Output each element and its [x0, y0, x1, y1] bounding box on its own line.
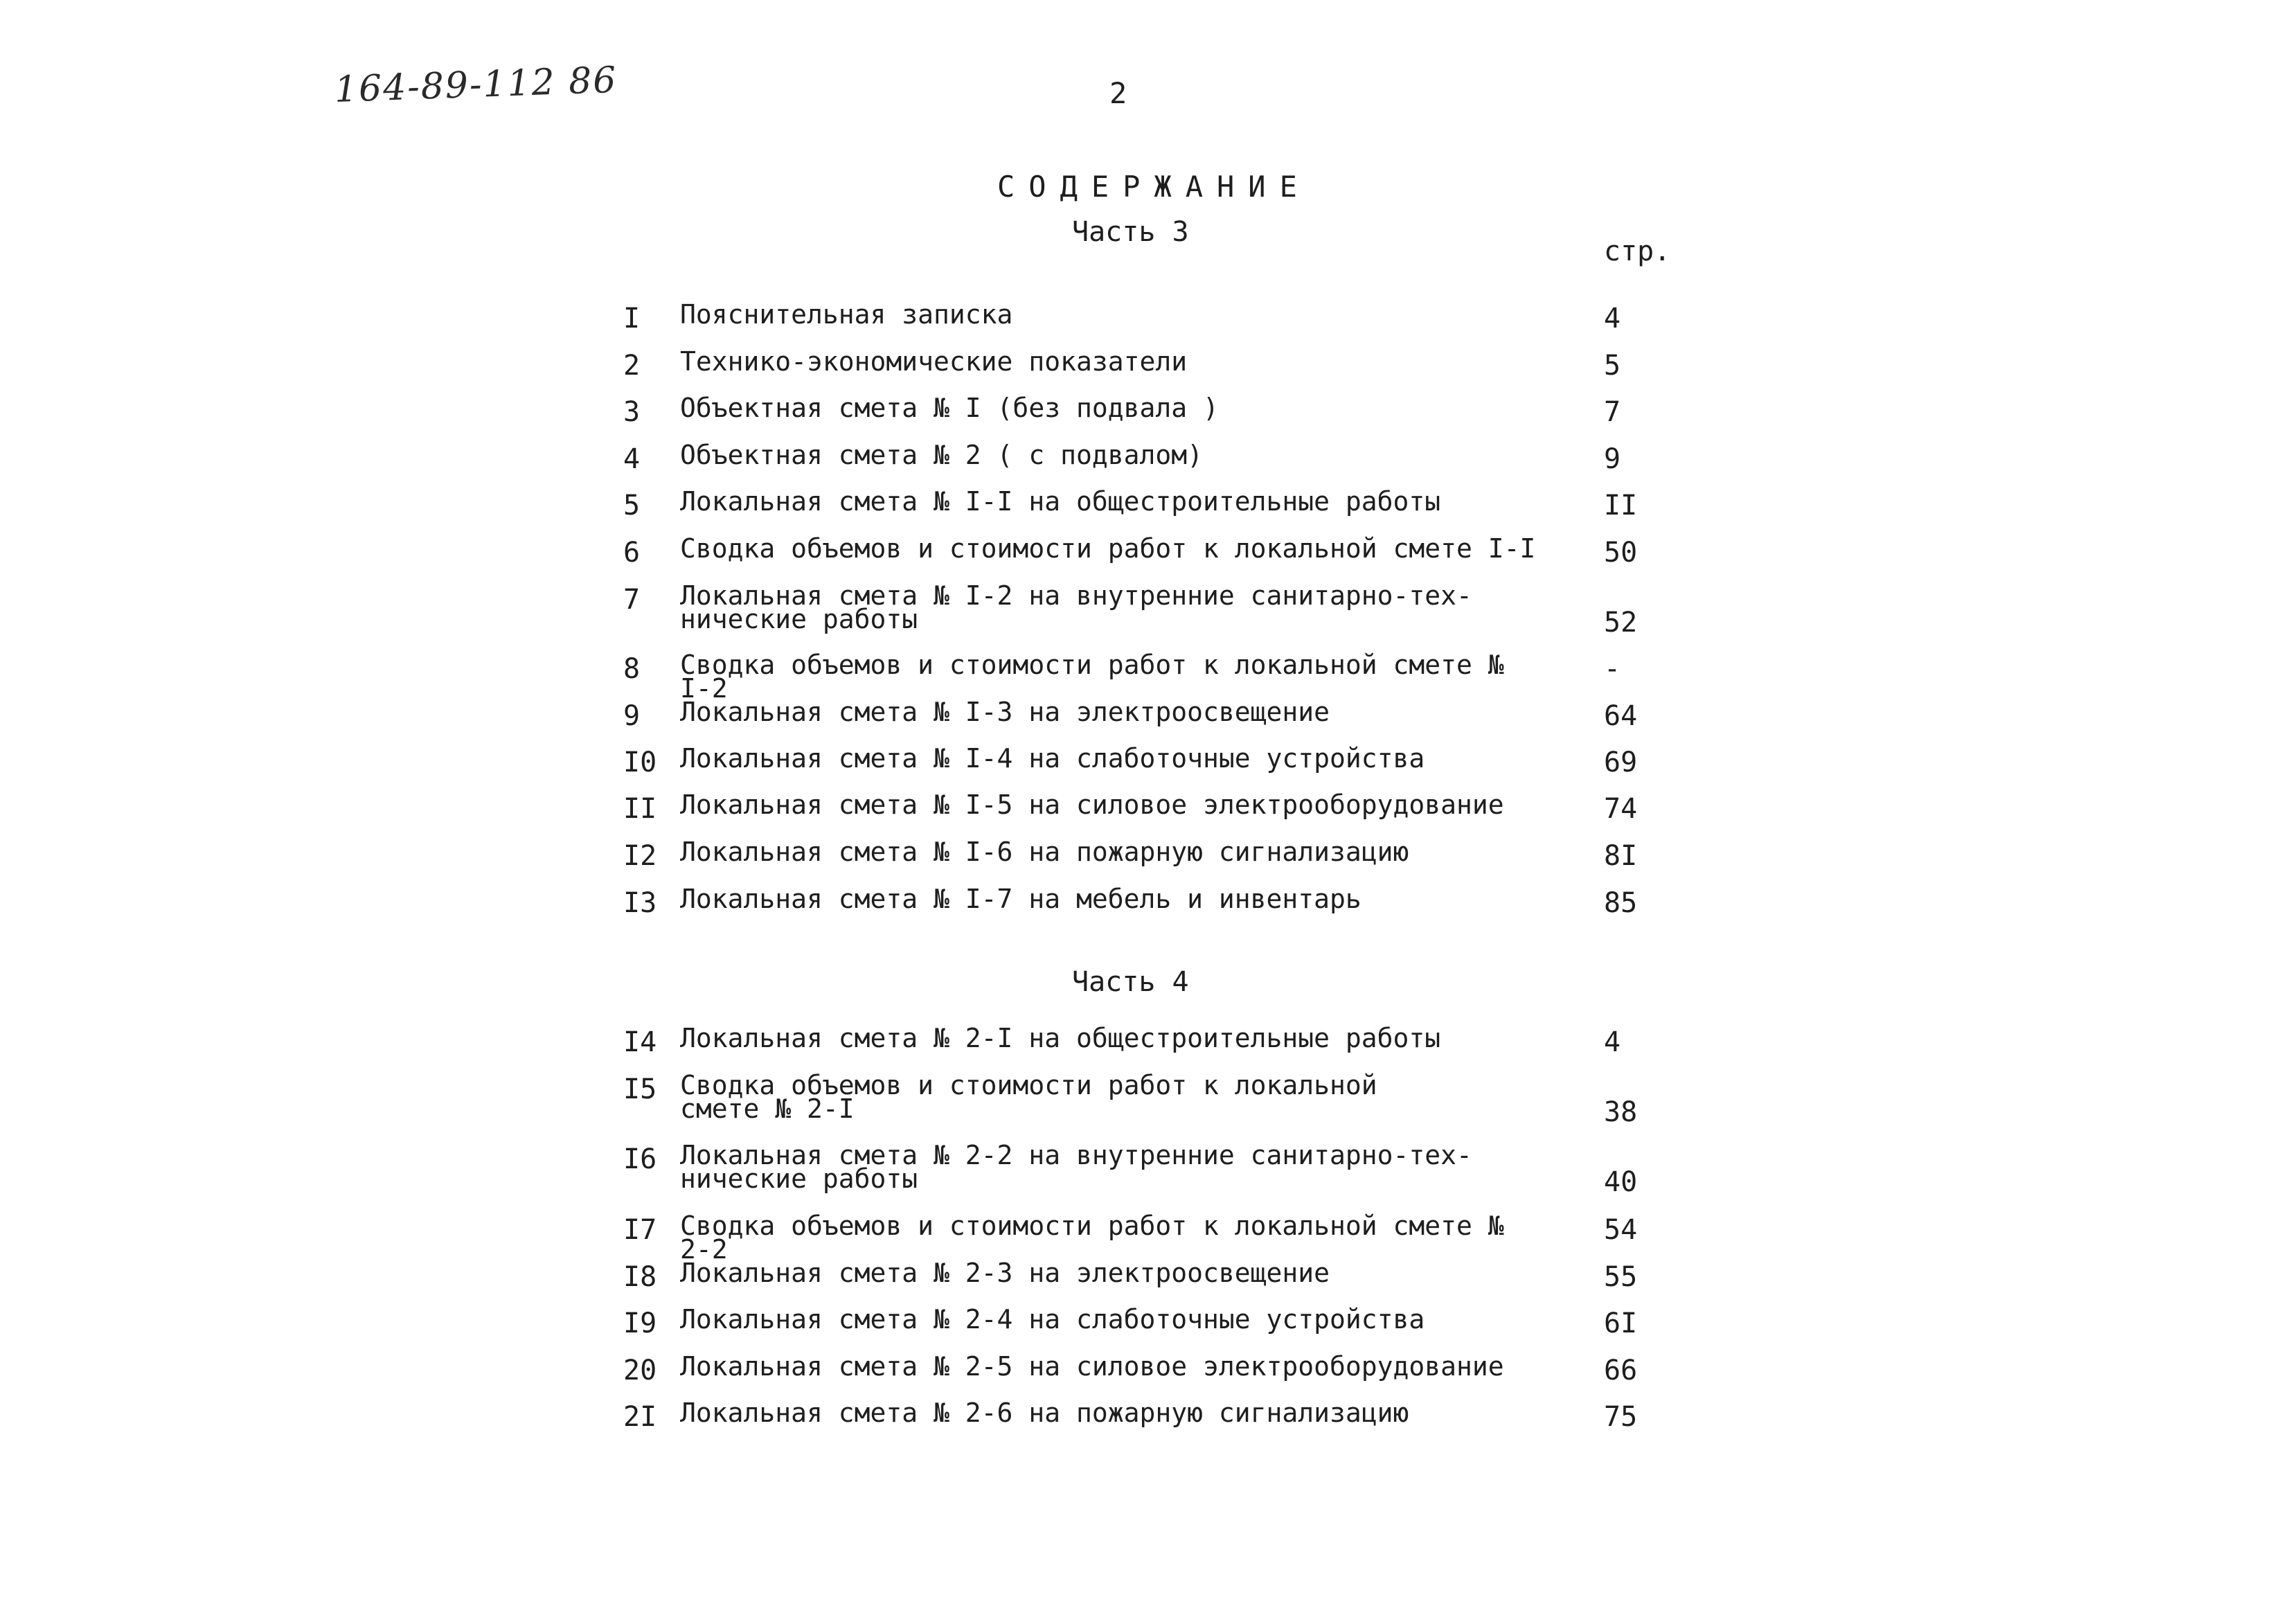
toc-row-page: 66	[1604, 1355, 1638, 1386]
toc-row-page: 85	[1604, 887, 1638, 919]
toc-row-title: Технико-экономические показатели	[680, 346, 1188, 377]
toc-row-page: 52	[1604, 607, 1638, 639]
toc-row-number: 2	[623, 350, 641, 382]
toc-row-page: 7	[1604, 396, 1621, 428]
toc-row-title: Пояснительная записка	[680, 299, 1013, 330]
toc-row-number: 2I	[623, 1401, 657, 1433]
toc-row-number: I3	[623, 887, 657, 919]
toc-row-number: 5	[623, 490, 641, 521]
toc-row-title: Локальная смета № 2-5 на силовое электрооборудование	[680, 1351, 1504, 1382]
toc-row-number: I7	[623, 1214, 657, 1246]
toc-row-title: Локальная смета № I-2 на внутренние санитарно-тех- нические работы	[680, 580, 1472, 634]
toc-row-page: 5	[1604, 350, 1621, 382]
toc-row-title: Локальная смета № I-7 на мебель и инвентарь	[680, 884, 1361, 914]
toc-row-title: Объектная смета № I (без подвала )	[680, 393, 1219, 423]
toc-row-number: I4	[623, 1026, 657, 1058]
toc-row-number: I8	[623, 1261, 657, 1293]
toc-row-title: Сводка объемов и стоимости работ к локальной смете № 2-2	[680, 1211, 1504, 1265]
pages-column-header: стр.	[1604, 235, 1671, 267]
toc-row-number: 4	[623, 443, 641, 475]
toc-title: СОДЕРЖАНИЕ	[997, 170, 1311, 204]
toc-row-page: II	[1604, 490, 1638, 521]
toc-row-number: I	[623, 303, 641, 334]
toc-row-number: 20	[623, 1355, 657, 1386]
toc-row-title: Сводка объемов и стоимости работ к локальной смете № I-2	[680, 650, 1504, 704]
part-3-heading: Часть 3	[1072, 216, 1189, 248]
toc-row-page: 4	[1604, 1026, 1621, 1058]
toc-row-page: 50	[1604, 537, 1638, 569]
toc-row-page: -	[1604, 653, 1621, 685]
toc-row-page: 9	[1604, 443, 1621, 475]
toc-row-title: Локальная смета № I-4 на слаботочные устройства	[680, 743, 1425, 774]
toc-row-page: 40	[1604, 1166, 1638, 1198]
toc-row-title: Локальная смета № 2-3 на электроосвещение	[680, 1258, 1330, 1288]
toc-row-page: 69	[1604, 747, 1638, 778]
toc-row-number: I0	[623, 747, 657, 778]
part-4-heading: Часть 4	[1072, 966, 1189, 998]
toc-row-title: Локальная смета № I-6 на пожарную сигнализацию	[680, 837, 1409, 867]
toc-row-page: 6I	[1604, 1308, 1638, 1339]
toc-row-number: 6	[623, 537, 641, 569]
page-number: 2	[1109, 76, 1127, 110]
toc-row-page: 64	[1604, 700, 1638, 732]
toc-row-title: Локальная смета № I-3 на электроосвещение	[680, 697, 1330, 727]
toc-row-title: Локальная смета № 2-2 на внутренние санитарно-тех- нические работы	[680, 1140, 1472, 1194]
toc-row-page: 54	[1604, 1214, 1638, 1246]
toc-row-page: 4	[1604, 303, 1621, 334]
toc-row-page: 38	[1604, 1096, 1638, 1128]
toc-row-title: Локальная смета № I-I на общестроительные работы	[680, 486, 1441, 517]
toc-row-page: 55	[1604, 1261, 1638, 1293]
toc-row-title: Локальная смета № 2-6 на пожарную сигнализацию	[680, 1398, 1409, 1428]
toc-row-title: Сводка объемов и стоимости работ к локальной смете I-I	[680, 533, 1536, 564]
toc-row-number: 7	[623, 584, 641, 616]
toc-row-page: 8I	[1604, 840, 1638, 872]
toc-row-title: Локальная смета № 2-I на общестроительные работы	[680, 1023, 1441, 1053]
toc-row-number: I2	[623, 840, 657, 872]
toc-row-number: 3	[623, 396, 641, 428]
toc-row-number: 8	[623, 653, 641, 685]
toc-row-title: Сводка объемов и стоимости работ к локальной смете № 2-I	[680, 1070, 1377, 1124]
toc-row-page: 75	[1604, 1401, 1638, 1433]
document-code-handwritten: 164-89-112 86	[333, 59, 618, 111]
toc-row-title: Локальная смета № I-5 на силовое электрооборудование	[680, 789, 1504, 820]
toc-row-number: I9	[623, 1308, 657, 1339]
toc-row-number: II	[623, 793, 657, 825]
toc-row-number: 9	[623, 700, 641, 732]
toc-row-number: I5	[623, 1073, 657, 1105]
toc-row-page: 74	[1604, 793, 1638, 825]
toc-row-title: Объектная смета № 2 ( с подвалом)	[680, 440, 1203, 470]
toc-row-title: Локальная смета № 2-4 на слаботочные устройства	[680, 1304, 1425, 1335]
toc-row-number: I6	[623, 1143, 657, 1175]
